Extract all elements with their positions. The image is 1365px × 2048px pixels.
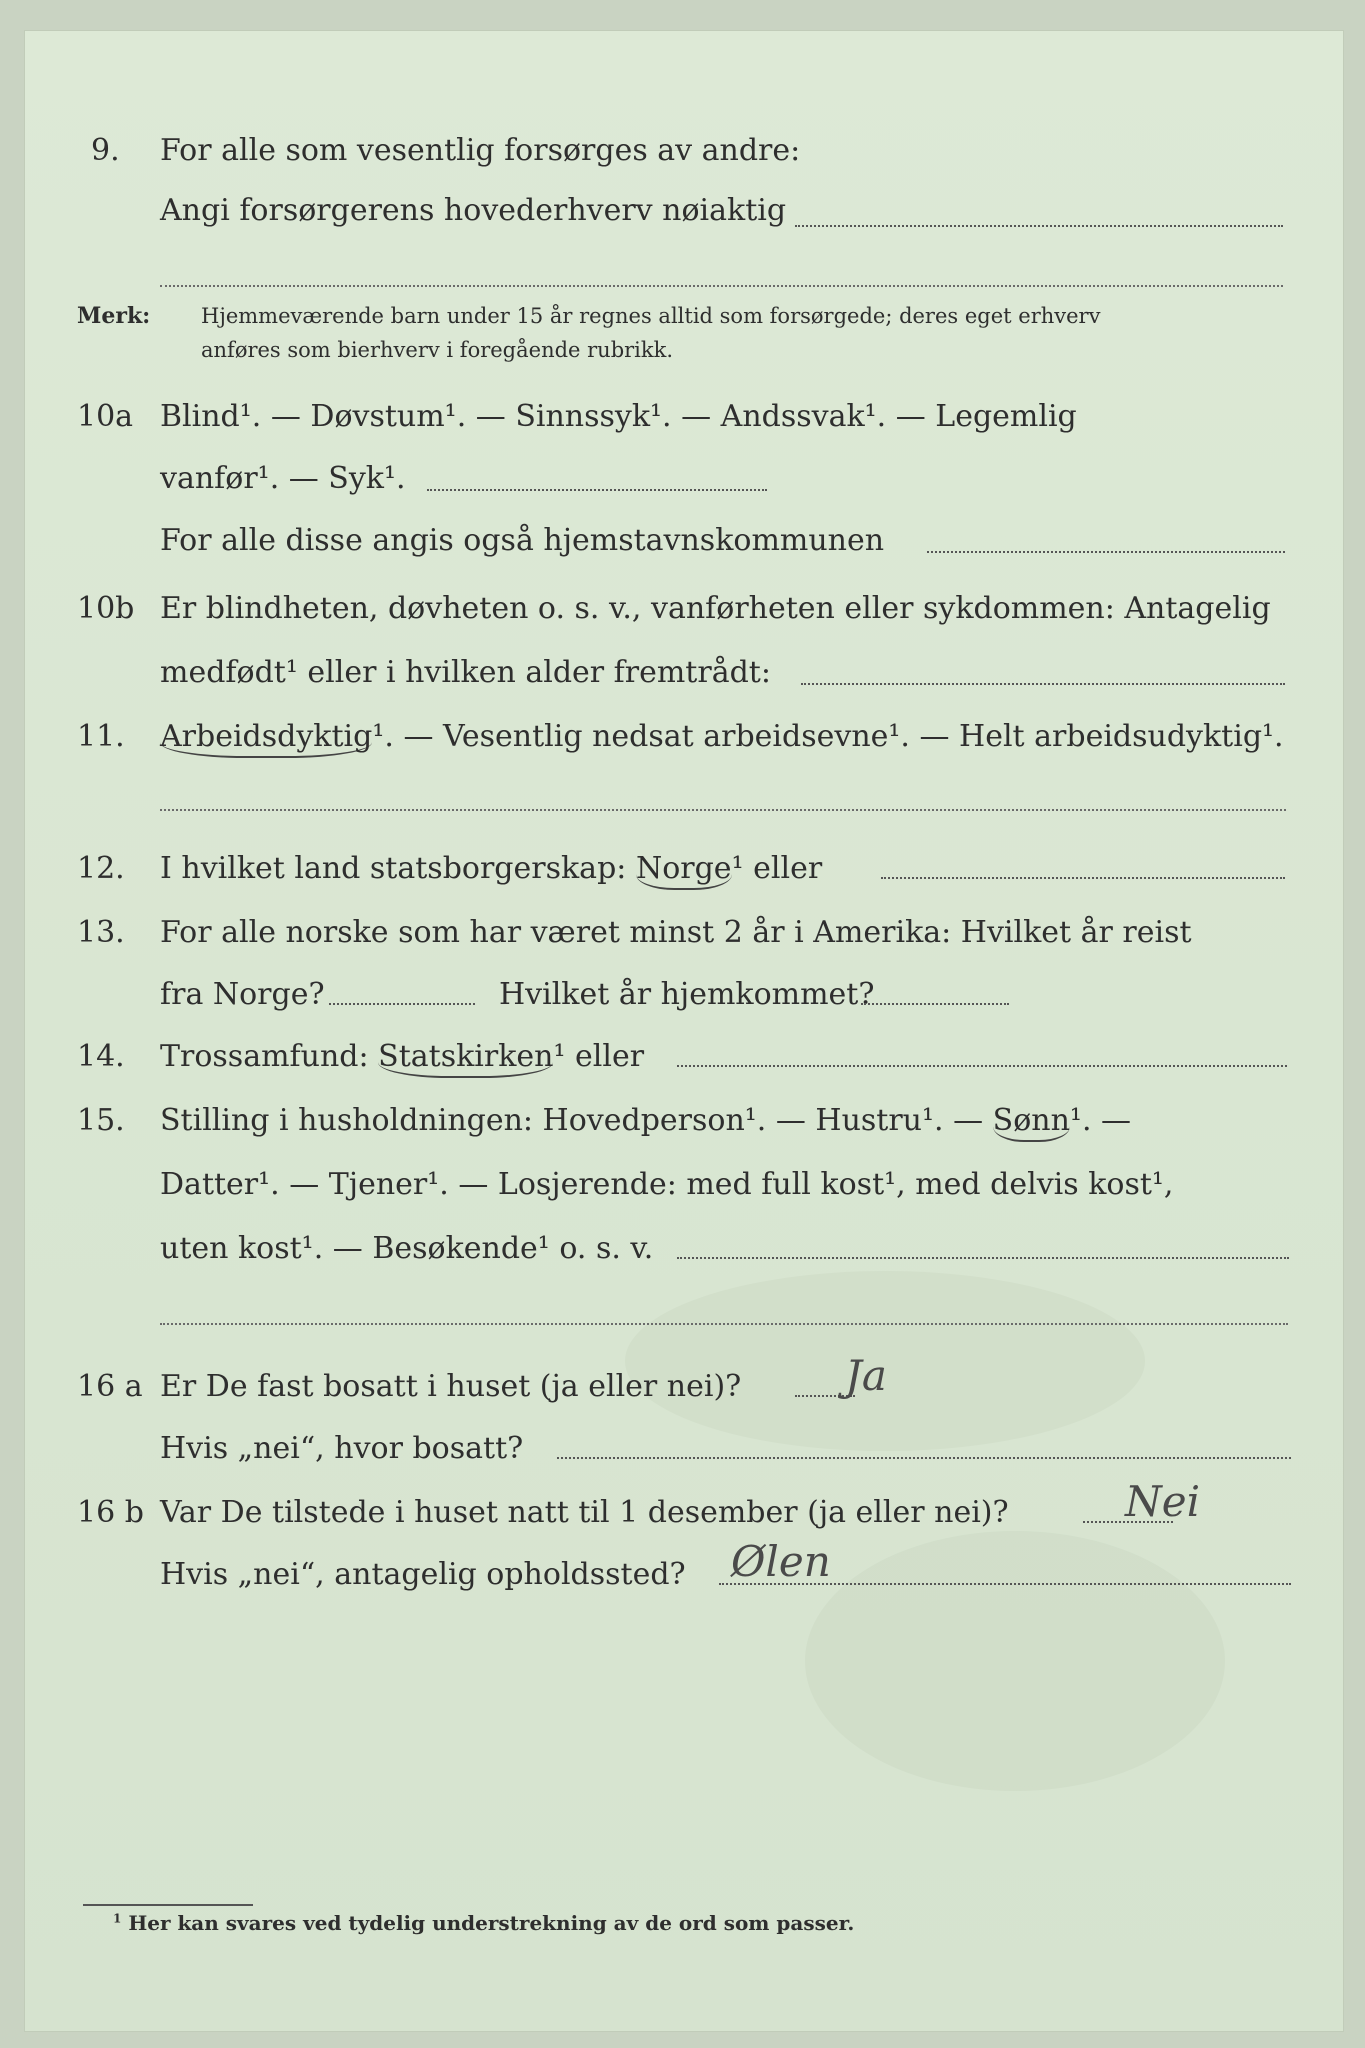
- question-text: fra Norge?: [160, 977, 325, 1012]
- question-text: [160, 849, 822, 889]
- question-number: 10a: [77, 399, 134, 434]
- question-number: 12.: [77, 851, 125, 886]
- question-text-lead: I hvilket land statsborgerskap:: [160, 851, 627, 886]
- question-number: 15.: [77, 1103, 125, 1138]
- underlined-option[interactable]: Sønn: [993, 1103, 1070, 1142]
- question-text: [160, 1101, 1131, 1141]
- question-text-rest: ¹. — Vesentlig nedsat arbeidsevne¹. — Helt arbeidsudyktig¹.: [372, 719, 1284, 754]
- question-text-lead: Stilling i husholdningen: Hovedperson¹. — Hustru¹. —: [160, 1103, 984, 1138]
- question-number: 10b: [77, 591, 135, 626]
- question-text: Angi forsørgerens hovederhverv nøiaktig: [160, 193, 787, 228]
- note-label: Merk:: [77, 303, 151, 329]
- underlined-option[interactable]: Arbeidsdyktig: [160, 719, 372, 758]
- question-text: For alle norske som har været minst 2 år i Amerika: Hvilket år reist: [160, 915, 1192, 950]
- question-text-lead: Trossamfund:: [160, 1039, 369, 1074]
- question-number: 13.: [77, 915, 125, 950]
- question-number: 14.: [77, 1039, 125, 1074]
- answer-line[interactable]: [677, 1065, 1287, 1067]
- answer-line[interactable]: [557, 1457, 1291, 1459]
- handwritten-answer: Nei: [1125, 1477, 1201, 1526]
- question-number: 9.: [91, 133, 120, 168]
- question-number: 11.: [77, 719, 125, 754]
- question-text: For alle som vesentlig forsørges av andre:: [160, 133, 801, 168]
- question-text: vanfør¹. — Syk¹.: [160, 461, 406, 496]
- question-text: Datter¹. — Tjener¹. — Losjerende: med full kost¹, med delvis kost¹,: [160, 1167, 1174, 1202]
- question-text: uten kost¹. — Besøkende¹ o. s. v.: [160, 1231, 654, 1266]
- question-text: medfødt¹ eller i hvilken alder fremtrådt:: [160, 655, 771, 690]
- answer-line[interactable]: [329, 1003, 475, 1005]
- census-form-page: [24, 30, 1344, 2032]
- note-text: anføres som bierhverv i foregående rubrikk.: [201, 338, 674, 362]
- faded-stain: [805, 1531, 1225, 1791]
- footnote: [113, 1911, 854, 1935]
- underlined-option[interactable]: Norge: [636, 851, 732, 890]
- footnote-mark: 1: [113, 1911, 122, 1926]
- question-text-rest: ¹ eller: [731, 851, 823, 886]
- answer-line[interactable]: [861, 1003, 1009, 1005]
- question-number: 16 b: [77, 1495, 144, 1530]
- note-text: Hjemmeværende barn under 15 år regnes alltid som forsørgede; deres eget erhverv: [201, 304, 1101, 328]
- answer-line[interactable]: [677, 1257, 1289, 1259]
- footnote-divider: [83, 1904, 253, 1906]
- answer-line[interactable]: [160, 809, 1286, 811]
- question-text: [160, 717, 1284, 757]
- question-text: Hvilket år hjemkommet?: [499, 977, 875, 1012]
- answer-line[interactable]: [801, 683, 1285, 685]
- answer-line[interactable]: [160, 285, 1283, 287]
- question-text: For alle disse angis også hjemstavnskommunen: [160, 523, 885, 558]
- answer-line[interactable]: [927, 551, 1285, 553]
- handwritten-answer: Ja: [845, 1351, 887, 1400]
- answer-line[interactable]: [795, 225, 1283, 227]
- answer-line[interactable]: [881, 877, 1285, 879]
- answer-line[interactable]: [160, 1323, 1288, 1325]
- question-text: Var De tilstede i huset natt til 1 desember (ja eller nei)?: [160, 1495, 1009, 1530]
- question-text: Er blindheten, døvheten o. s. v., vanførheten eller sykdommen: Antagelig: [160, 591, 1271, 626]
- underlined-option[interactable]: Statskirken: [378, 1039, 553, 1078]
- question-text: Hvis „nei“, antagelig opholdssted?: [160, 1557, 686, 1592]
- question-text: Hvis „nei“, hvor bosatt?: [160, 1431, 524, 1466]
- handwritten-answer: Ølen: [731, 1537, 831, 1586]
- question-text: [160, 1037, 644, 1077]
- question-text-rest: ¹ eller: [553, 1039, 645, 1074]
- footnote-text: Her kan svares ved tydelig understrekning av de ord som passer.: [128, 1911, 855, 1935]
- question-text-rest: ¹. —: [1069, 1103, 1132, 1138]
- question-text: Er De fast bosatt i huset (ja eller nei)?: [160, 1369, 742, 1404]
- question-number: 16 a: [77, 1369, 143, 1404]
- answer-line[interactable]: [427, 489, 767, 491]
- question-text: Blind¹. — Døvstum¹. — Sinnssyk¹. — Andssvak¹. — Legemlig: [160, 399, 1077, 434]
